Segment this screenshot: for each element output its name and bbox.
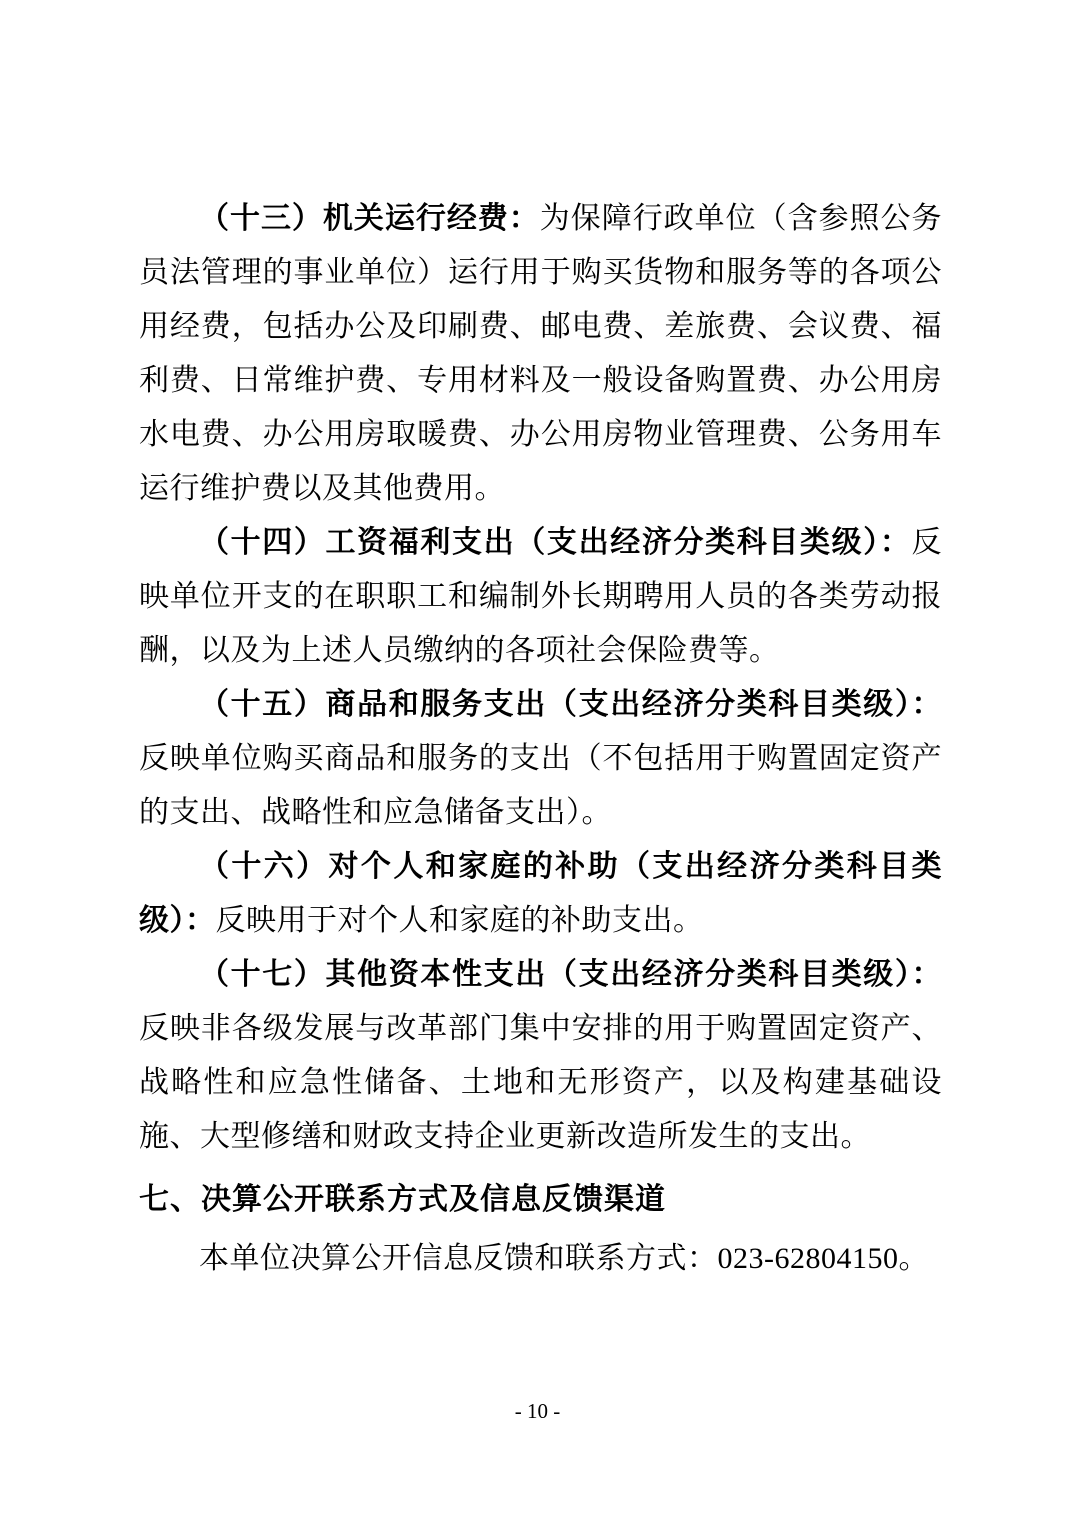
page-number: - 10 -: [514, 1399, 561, 1423]
contact-line: 本单位决算公开信息反馈和联系方式：023-62804150。: [199, 1242, 929, 1275]
paragraph-text: 反映用于对个人和家庭的补助支出。: [215, 904, 704, 937]
paragraph-lead: （十五）商品和服务支出（支出经济分类科目类级）：: [199, 688, 942, 721]
paragraph-text: 为保障行政单位（含参照公务员法管理的事业单位）运行用于购买货物和服务等的各项公用经费，包括办公及印刷费、邮电费、差旅费、会议费、福利费、日常维护费、专用材料及一般设备购置费、办公用房水电费、办公用房取暖费、办公用房物业管理费、公务用车运行维护费以及其他费用。: [139, 202, 943, 505]
paragraph-text: 反映单位开支的在职职工和编制外长期聘用人员的各类劳动报酬，以及为上述人员缴纳的各项社会保险费等。: [139, 526, 942, 667]
document-body: [139, 192, 942, 1286]
paragraph-item-13: [139, 192, 942, 516]
paragraph-lead: （十六）对个人和家庭的补助（支出经济分类科目类级）：: [139, 850, 942, 937]
paragraph-lead: （十七）其他资本性支出（支出经济分类科目类级）：: [199, 958, 942, 991]
paragraph-lead: （十三）机关运行经费：: [199, 202, 540, 235]
paragraph-text: 反映单位购买商品和服务的支出（不包括用于购置固定资产的支出、战略性和应急储备支出）。: [139, 742, 942, 829]
paragraph-item-14: [139, 516, 942, 678]
section-heading: 七、决算公开联系方式及信息反馈渠道: [139, 1183, 666, 1216]
paragraph-lead: （十四）工资福利支出（支出经济分类科目类级）：: [199, 526, 912, 559]
paragraph-text: 反映非各级发展与改革部门集中安排的用于购置固定资产、战略性和应急性储备、土地和无形资产，以及构建基础设施、大型修缮和财政支持企业更新改造所发生的支出。: [139, 1012, 942, 1153]
paragraph-item-15: [139, 678, 942, 840]
paragraph-item-17: [139, 948, 942, 1164]
paragraph-item-16: [139, 840, 942, 948]
